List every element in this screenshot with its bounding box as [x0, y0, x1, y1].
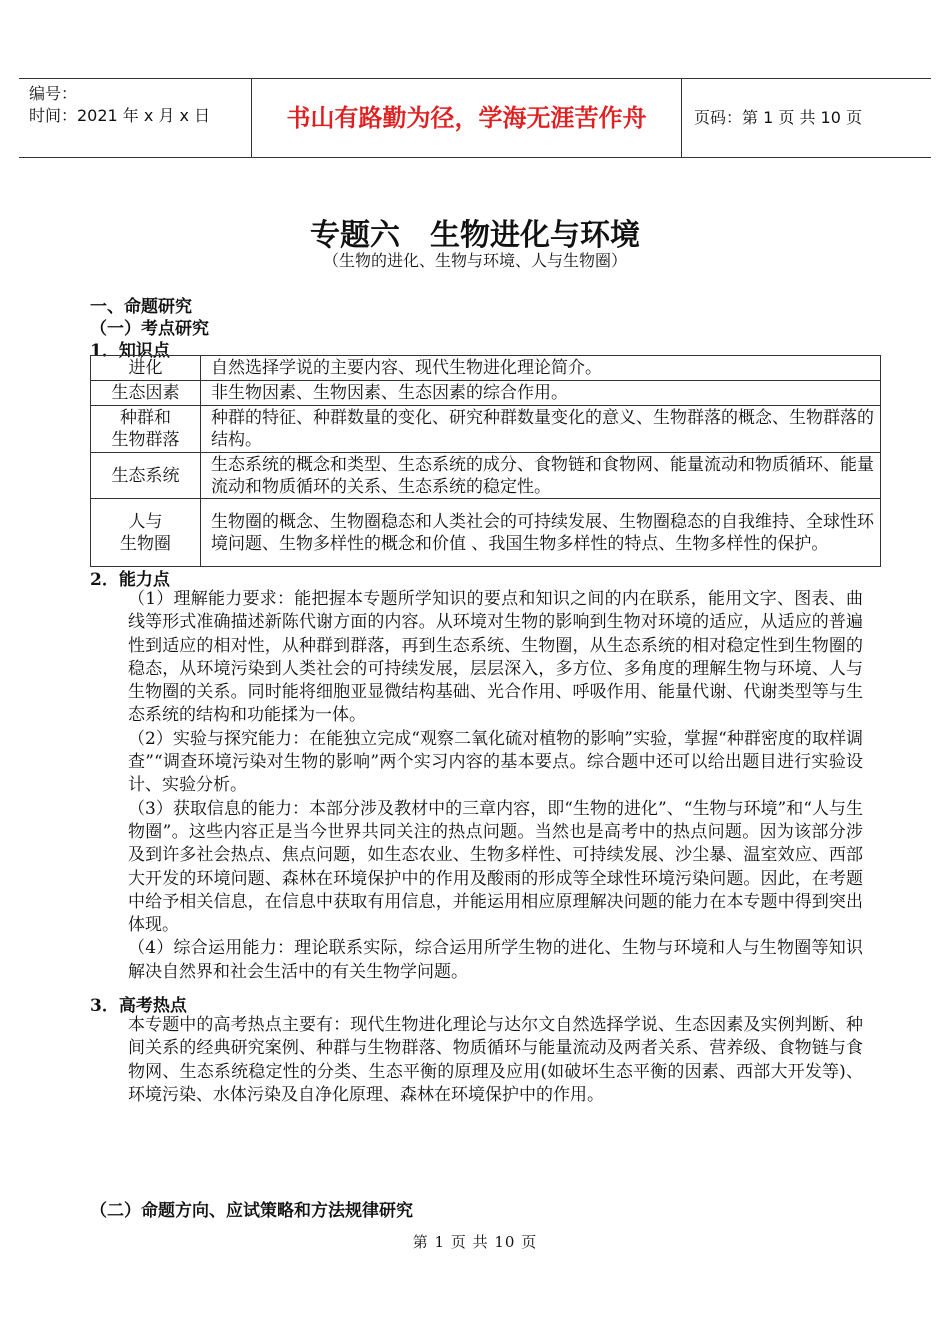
document-title: 专题六 生物进化与环境: [310, 218, 640, 253]
section-heading: 一、命题研究: [90, 297, 192, 317]
table-content: 自然选择学说的主要内容、现代生物进化理论简介。: [201, 356, 881, 381]
ability-paragraph-2: （2）实验与探究能力：在能独立完成“观察二氧化硫对植物的影响”实验，掌握“种群密度的取样调查”“调查环境污染对生物的影响”两个实习内容的基本要点。综合题中还可以给出题目进行实验设计、实验分析。: [128, 728, 863, 796]
table-content: 种群的特征、种群数量的变化、研究种群数量变化的意义、生物群落的概念、生物群落的结构。: [201, 406, 881, 453]
table-content: 生态系统的概念和类型、生态系统的成分、食物链和食物网、能量流动和物质循环、能量流动和物质循环的关系、生态系统的稳定性。: [201, 453, 881, 499]
subsection-heading: （一）考点研究: [90, 319, 209, 339]
knowledge-table: [90, 355, 881, 567]
table-content: 生物圈的概念、生物圈稳态和人类社会的可持续发展、生物圈稳态的自我维持、全球性环境问题、生物多样性的概念和价值 、我国生物多样性的特点、生物多样性的保护。: [201, 499, 881, 567]
page-header: [19, 78, 931, 158]
table-row: [91, 406, 881, 453]
table-topic: 人与 生物圈: [91, 499, 201, 567]
table-row: [91, 381, 881, 406]
ability-paragraph-4: （4）综合运用能力：理论联系实际，综合运用所学生物的进化、生物与环境和人与生物圈等知识解决自然界和社会生活中的有关生物学问题。: [128, 938, 863, 982]
header-meta: [19, 79, 252, 157]
ability-paragraph-3: （3）获取信息的能力：本部分涉及教材中的三章内容，即“生物的进化”、“生物与环境”和“人与生物圈”。这些内容正是当今世界共同关注的热点问题。当然也是高考中的热点问题。因为该部分涉及到许多社会热点、焦点问题，如生态农业、生物多样性、可持续发展、沙尘暴、温室效应、西部大开发的环境问题、森林在环境保护中的作用及酸雨的形成等全球性环境污染问题。因此，在考题中给予相关信息，在信息中获取有用信息，并能运用相应原理解决问题的能力在本专题中得到突出体现。: [128, 798, 863, 936]
time-label: 时间：2021 年 x 月 x 日: [29, 106, 211, 125]
table-content: 非生物因素、生物因素、生态因素的综合作用。: [201, 381, 881, 406]
hotspot-heading: 3．高考热点: [90, 996, 187, 1016]
ability-paragraph-1: （1）理解能力要求：能把握本专题所学知识的要点和知识之间的内在联系，能用文字、图表、曲线等形式准确描述新陈代谢方面的内容。从环境对生物的影响到生物对环境的适应，从适应的普遍性到适应的相对性，从种群到群落，再到生态系统、生物圈，从生态系统的相对稳定性到生物圈的稳态，从环境污染到人类社会的可持续发展，层层深入，多方位、多角度的理解生物与环境、人与生物圈的关系。同时能将细胞亚显微结构基础、光合作用、呼吸作用、能量代谢、代谢类型等与生态系统的结构和功能揉为一体。: [128, 589, 863, 726]
ability-heading: 2．能力点: [90, 570, 170, 590]
hotspot-paragraph: [128, 1014, 863, 1107]
table-topic: 生态系统: [91, 453, 201, 499]
number-label: 编号：: [29, 84, 78, 103]
table-topic: 生态因素: [91, 381, 201, 406]
document-subtitle: （生物的进化、生物与环境、人与生物圈）: [322, 251, 627, 270]
table-topic: 种群和 生物群落: [91, 406, 201, 453]
hotspot-text: 本专题中的高考热点主要有：现代生物进化理论与达尔文自然选择学说、生态因素及实例判断、种间关系的经典研究案例、种群与生物群落、物质循环与能量流动及两者关系、营养级、食物链与食物网、生态系统稳定性的分类、生态平衡的原理及应用(如破坏生态平衡的因素、西部大开发等)、环境污染、水体污染及自净化原理、森林在环境保护中的作用。: [128, 1015, 863, 1105]
ability-paragraphs: [128, 588, 863, 984]
header-page-label: 页码：第 1 页 共 10 页: [694, 108, 862, 127]
page-footer: 第 1 页 共 10 页: [412, 1233, 538, 1251]
table-row: [91, 453, 881, 499]
table-row: [91, 499, 881, 567]
header-motto: 书山有路勤为径，学海无涯苦作舟: [252, 79, 682, 157]
table-topic: 进化: [91, 356, 201, 381]
knowledge-heading: 1．知识点: [90, 341, 170, 361]
table-row: [91, 356, 881, 381]
subsection-heading-2: （二）命题方向、应试策略和方法规律研究: [90, 1201, 413, 1221]
